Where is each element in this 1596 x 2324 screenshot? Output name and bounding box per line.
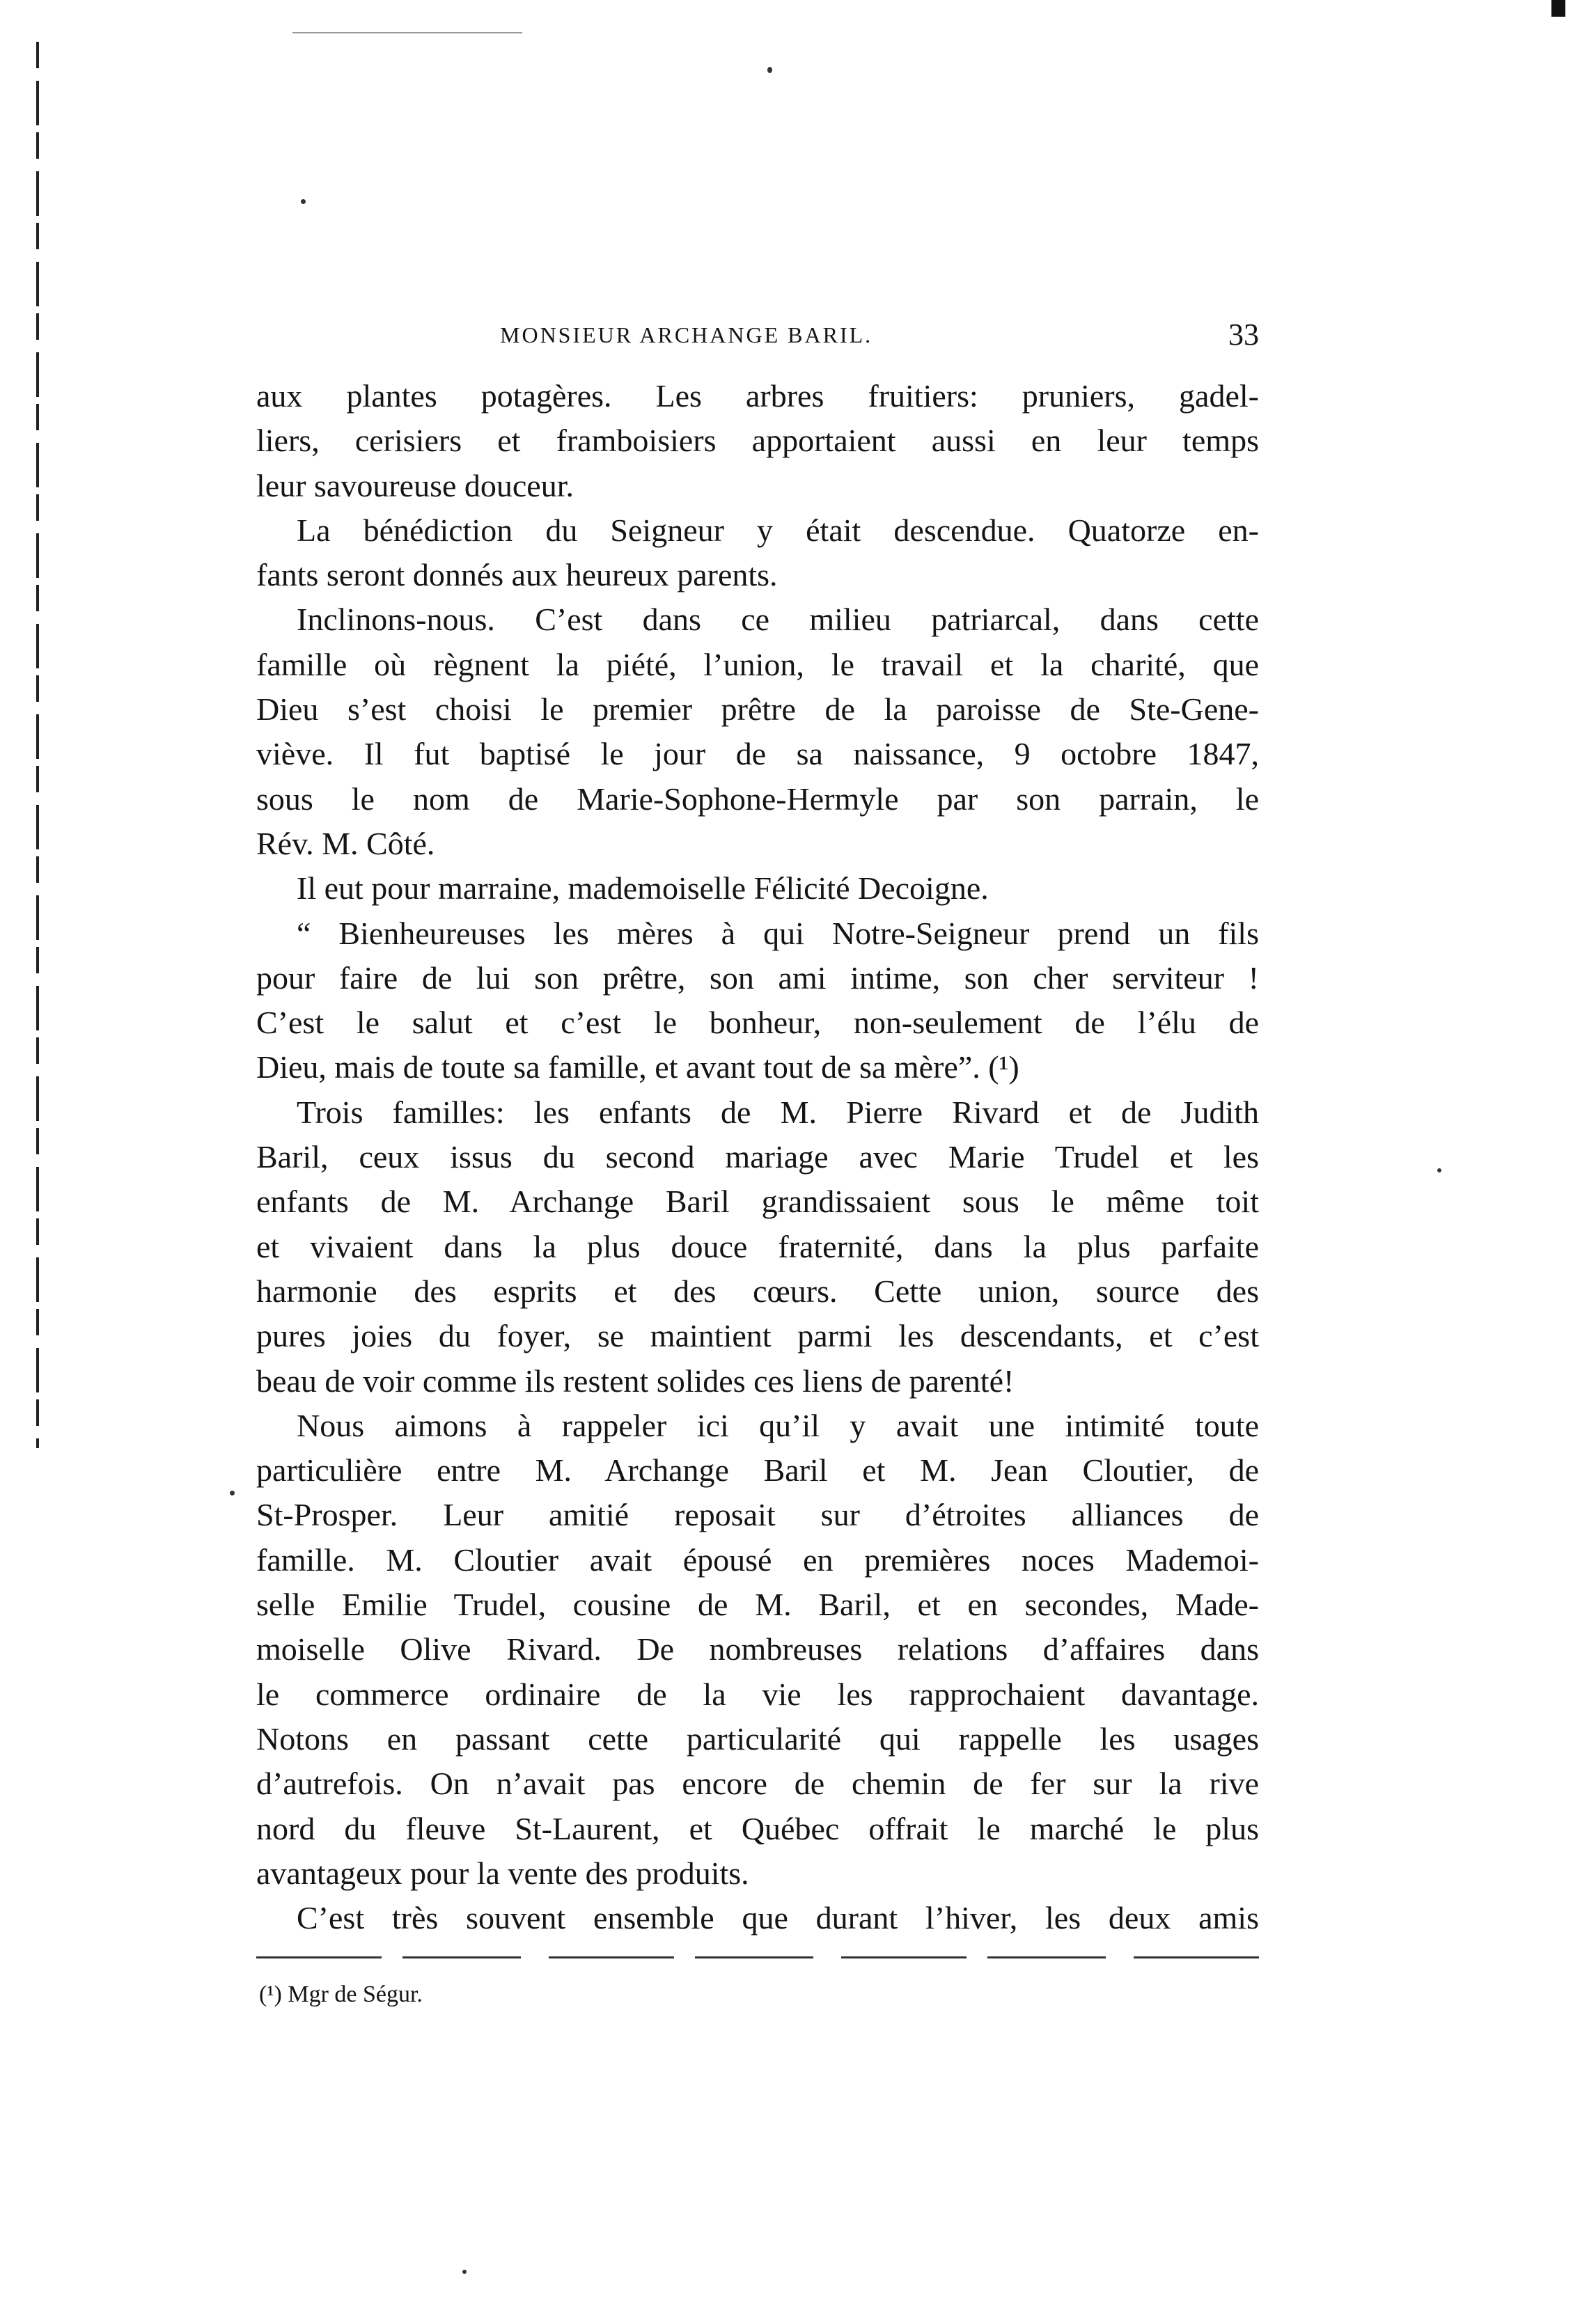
text-line: Dieu s’est choisi le premier prêtre de la paroisse de Ste-Gene- xyxy=(256,691,1259,728)
text-line: “ Bienheureuses les mères à qui Notre-Seigneur prend un fils xyxy=(297,915,1259,951)
text-line: pour faire de lui son prêtre, son ami intime, son cher serviteur ! xyxy=(256,959,1259,996)
text-line: La bénédiction du Seigneur y était descendue. Quatorze en- xyxy=(297,512,1259,548)
running-head xyxy=(256,317,1259,359)
text-line: moiselle Olive Rivard. De nombreuses relations d’affaires dans xyxy=(256,1631,1259,1667)
text-line: aux plantes potagères. Les arbres fruitiers: pruniers, gadel- xyxy=(256,378,1259,414)
scan-speck xyxy=(1437,1168,1441,1172)
scan-speck xyxy=(301,199,306,204)
text-line: C’est très souvent ensemble que durant l’hiver, les deux amis xyxy=(297,1900,1259,1936)
text-line: fants seront donnés aux heureux parents. xyxy=(256,557,778,593)
text-line: liers, cerisiers et framboisiers apportaient aussi en leur temps xyxy=(256,423,1259,459)
text-line: selle Emilie Trudel, cousine de M. Baril, et en secondes, Made- xyxy=(256,1587,1259,1623)
scan-speck xyxy=(462,2270,467,2274)
text-line: nord du fleuve St-Laurent, et Québec offrait le marché le plus xyxy=(256,1810,1259,1846)
text-line: d’autrefois. On n’avait pas encore de chemin de fer sur la rive xyxy=(256,1766,1259,1802)
text-line: Dieu, mais de toute sa famille, et avant tout de sa mère”. (¹) xyxy=(256,1049,1019,1085)
text-line: famille où règnent la piété, l’union, le travail et la charité, que xyxy=(256,646,1259,682)
scan-top-smudge xyxy=(292,32,522,33)
text-line: viève. Il fut baptisé le jour de sa naissance, 9 octobre 1847, xyxy=(256,736,1259,772)
text-line: Il eut pour marraine, mademoiselle Félicité Decoigne. xyxy=(297,870,989,906)
text-line: harmonie des esprits et des cœurs. Cette union, source des xyxy=(256,1273,1259,1309)
text-line: enfants de M. Archange Baril grandissaient sous le même toit xyxy=(256,1184,1259,1220)
text-line: C’est le salut et c’est le bonheur, non-seulement de l’élu de xyxy=(256,1005,1259,1041)
text-line: Baril, ceux issus du second mariage avec Marie Trudel et les xyxy=(256,1139,1259,1175)
text-line: leur savoureuse douceur. xyxy=(256,467,574,503)
text-line: particulière entre M. Archange Baril et M. Jean Cloutier, de xyxy=(256,1452,1259,1489)
text-line: Rév. M. Côté. xyxy=(256,825,435,861)
text-line: Trois familles: les enfants de M. Pierre Rivard et de Judith xyxy=(297,1094,1259,1130)
text-line: sous le nom de Marie-Sophone-Hermyle par son parrain, le xyxy=(256,780,1259,817)
body-text xyxy=(256,374,1259,1940)
page-number: 33 xyxy=(1228,317,1259,352)
scan-speck xyxy=(767,67,772,73)
text-line: avantageux pour la vente des produits. xyxy=(256,1855,749,1891)
scan-corner-mark xyxy=(1551,0,1565,17)
scan-speck xyxy=(230,1491,235,1495)
footnote: (¹) Mgr de Ségur. xyxy=(259,1981,423,2007)
text-line: Nous aimons à rappeler ici qu’il y avait une intimité toute xyxy=(297,1407,1259,1443)
text-line: Inclinons-nous. C’est dans ce milieu patriarcal, dans cette xyxy=(297,602,1259,638)
text-line: famille. M. Cloutier avait épousé en premières noces Mademoi- xyxy=(256,1541,1259,1578)
text-line: beau de voir comme ils restent solides ces liens de parenté! xyxy=(256,1363,1015,1399)
text-line: St-Prosper. Leur amitié reposait sur d’étroites alliances de xyxy=(256,1497,1259,1533)
text-line: le commerce ordinaire de la vie les rapprochaient davantage. xyxy=(256,1676,1259,1712)
scan-edge-shadow xyxy=(36,42,39,1448)
text-line: pures joies du foyer, se maintient parmi les descendants, et c’est xyxy=(256,1318,1259,1354)
text-line: Notons en passant cette particularité qui rappelle les usages xyxy=(256,1720,1259,1757)
running-title: MONSIEUR ARCHANGE BARIL. xyxy=(500,322,873,347)
footnote-rule xyxy=(256,1956,1259,1958)
text-line: et vivaient dans la plus douce fraternité, dans la plus parfaite xyxy=(256,1228,1259,1264)
